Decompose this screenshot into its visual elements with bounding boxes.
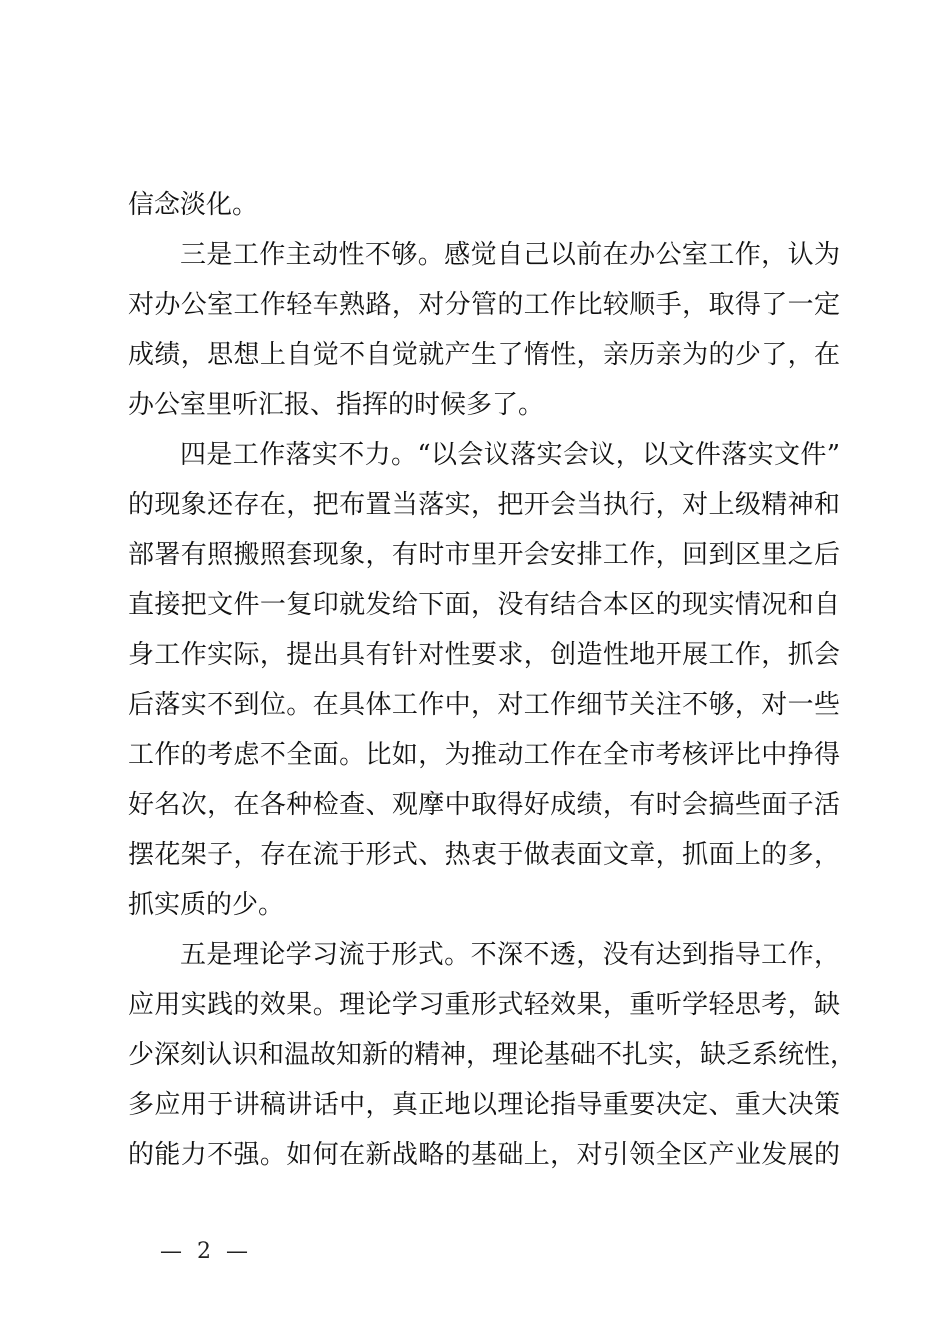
text-line-3: 对办公室工作轻车熟路，对分管的工作比较顺手，取得了一定 (128, 290, 840, 320)
text-line-15: 抓实质的少。 (128, 890, 285, 920)
paragraph-4-start: 四是工作落实不力。“以会议落实会议，以文件落实文件” (180, 440, 840, 470)
text-line-9: 直接把文件一复印就发给下面，没有结合本区的现实情况和自 (128, 590, 840, 620)
paragraph-3-start: 三是工作主动性不够。感觉自己以前在办公室工作，认为 (180, 240, 840, 270)
page-number: — 2 — (160, 1239, 252, 1264)
text-line-1: 信念淡化。 (128, 190, 259, 220)
text-line-12: 工作的考虑不全面。比如，为推动工作在全市考核评比中挣得 (128, 740, 840, 770)
text-line-8: 部署有照搬照套现象，有时市里开会安排工作，回到区里之后 (128, 540, 840, 570)
text-line-18: 少深刻认识和温故知新的精神，理论基础不扎实，缺乏系统性， (128, 1040, 857, 1070)
text-line-11: 后落实不到位。在具体工作中，对工作细节关注不够，对一些 (128, 690, 840, 720)
text-line-14: 摆花架子，存在流于形式、热衷于做表面文章，抓面上的多， (128, 840, 840, 870)
text-line-19: 多应用于讲稿讲话中，真正地以理论指导重要决定、重大决策 (128, 1090, 840, 1120)
paragraph-5-start: 五是理论学习流于形式。不深不透，没有达到指导工作， (180, 940, 840, 970)
text-line-4: 成绩，思想上自觉不自觉就产生了惰性，亲历亲为的少了，在 (128, 340, 840, 370)
text-line-20: 的能力不强。如何在新战略的基础上，对引领全区产业发展的 (128, 1140, 840, 1170)
text-line-7: 的现象还存在，把布置当落实，把开会当执行，对上级精神和 (128, 490, 840, 520)
text-line-10: 身工作实际，提出具有针对性要求，创造性地开展工作，抓会 (128, 640, 840, 670)
text-line-5: 办公室里听汇报、指挥的时候多了。 (128, 390, 545, 420)
text-line-13: 好名次，在各种检查、观摩中取得好成绩，有时会搞些面子活 (128, 790, 840, 820)
text-line-17: 应用实践的效果。理论学习重形式轻效果，重听学轻思考，缺 (128, 990, 840, 1020)
